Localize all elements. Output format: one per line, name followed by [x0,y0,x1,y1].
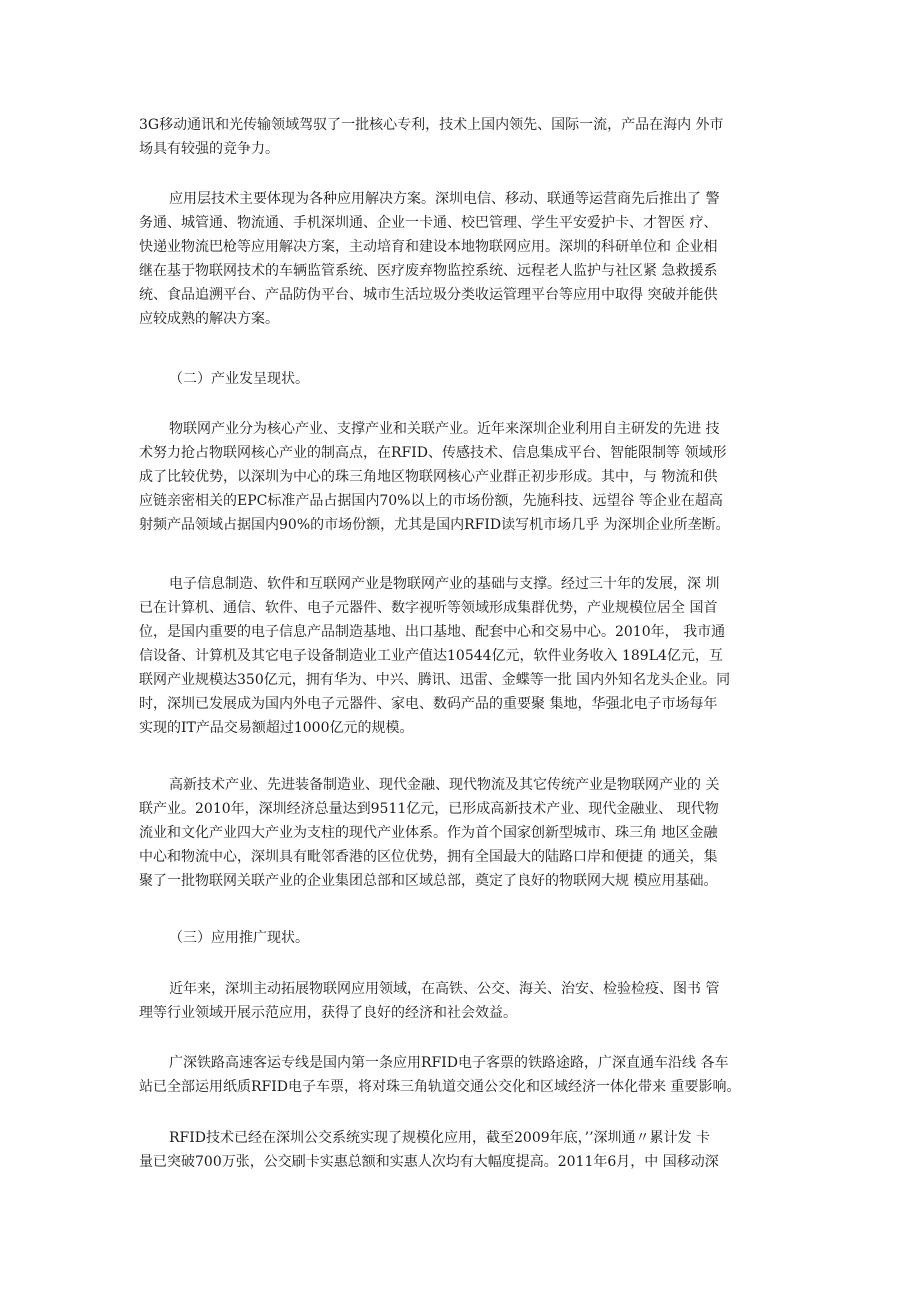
text-line: 射频产品领域占据国内90%的市场份额，尤其是国内RFID读写机市场几乎 为深圳企业所垄断。 [139,517,730,533]
text-line: 位，是国内重要的电子信息产品制造基地、出口基地、配套中心和交易中心。2010年， 我市通 [139,624,726,640]
paragraph [139,773,789,893]
text-line: 电子信息制造、软件和互联网产业是物联网产业的基础与支撑。经过三十年的发展，深 圳 [169,576,720,592]
paragraph [139,417,789,537]
text-line: 成了比较优势，以深圳为中心的珠三角地区物联网核心产业群正初步形成。其中，与 物流和供 [139,469,718,485]
paragraph [139,572,789,740]
text-line: 流业和文化产业四大产业为支柱的现代产业体系。作为首个国家创新型城市、珠三角 地区金融 [139,825,718,841]
text-line: 物联网产业分为核心产业、支撑产业和关联产业。近年来深圳企业利用自主研发的先进 技 [169,421,720,437]
text-line: 量已突破700万张，公交刷卡实惠总额和实惠人次均有大幅度提高。2011年6月，中 国移动深 [139,1154,719,1170]
paragraph [139,187,789,331]
text-line: 近年来，深圳主动拓展物联网应用领域，在高铁、公交、海关、治安、检验检疫、图书 管 [169,981,720,997]
text-line: 联网产业规模达350亿元，拥有华为、中兴、腾讯、迅雷、金蝶等一批 国内外知名龙头企业。同 [139,672,731,688]
text-line: 时，深圳已发展成为国内外电子元器件、家电、数码产品的重要聚 集地，华强北电子市场每年 [139,696,718,712]
section-heading [139,926,789,950]
section-heading [139,367,789,391]
text-line: 站已全部运用纸质RFID电子车票，将对珠三角轨道交通公交化和区域经济一体化带来 重要影响。 [139,1079,741,1095]
text-line: 中心和物流中心，深圳具有毗邻香港的区位优势，拥有全国最大的陆路口岸和便捷 的通关，集 [139,849,718,865]
text-line: 聚了一批物联网关联产业的企业集团总部和区域总部，奠定了良好的物联网大规 模应用基础。 [139,873,718,889]
text-line: 术努力抢占物联网核心产业的制高点，在RFID、传感技术、信息集成平台、智能限制等 领域形 [139,445,727,461]
text-line: RFID技术已经在深圳公交系统实现了规模化应用，截至2009年底，’’深圳通〃累计发 卡 [169,1130,710,1146]
text-line: 应较成熟的解决方案。 [139,311,279,327]
text-line: 高新技术产业、先进装备制造业、现代金融、现代物流及其它传统产业是物联网产业的 关 [169,777,720,793]
text-line: 已在计算机、通信、软件、电子元器件、数字视听等领域形成集群优势，产业规模位居全 国首 [139,600,718,616]
text-line: 应用层技术主要体现为各种应用解决方案。深圳电信、移动、联通等运营商先后推出了 警 [169,191,720,207]
paragraph [139,977,789,1025]
text-line: 快递业物流巴枪等应用解决方案，主动培育和建设本地物联网应用。深圳的科研单位和 企业相 [139,239,718,255]
text-line: （三）应用推广现状。 [169,930,309,946]
text-line: 实现的IT产品交易额超过1000亿元的规模。 [139,720,414,736]
text-line: 场具有较强的竞争力。 [139,141,279,157]
text-line: 信设备、计算机及其它电子设备制造业工业产值达10544亿元，软件业务收入 189L4亿元，互 [139,648,723,664]
text-line: 统、食品追溯平台、产品防伪平台、城市生活垃圾分类收运管理平台等应用中取得 突破并能供 [139,287,718,303]
text-line: （二）产业发呈现状。 [169,371,309,387]
text-line: 联产业。2010年，深圳经济总量达到9511亿元，已形成高新技术产业、现代金融业、 现代物 [139,801,719,817]
paragraph [139,1126,789,1174]
text-line: 理等行业领域开展示范应用，获得了良好的经济和社会效益。 [139,1005,517,1021]
text-line: 应链亲密相关的EPC标准产品占据国内70%以上的市场份额，先施科技、远望谷 等企业在超高 [139,493,723,509]
text-line: 继在基于物联网技术的车辆监管系统、医疗废弃物监控系统、远程老人监护与社区紧 急救援系 [139,263,718,279]
paragraph [139,1051,789,1099]
paragraph [139,113,789,161]
text-line: 3G移动通讯和光传输领域驾驭了一批核心专利，技术上国内领先、国际一流，产品在海内 外市 [139,117,724,133]
text-line: 务通、城管通、物流通、手机深圳通、企业一卡通、校巴管理、学生平安爱护卡、才智医 疗、 [139,215,718,231]
text-line: 广深铁路高速客运专线是国内第一条应用RFID电子客票的铁路途路，广深直通车沿线 各车 [169,1055,729,1071]
